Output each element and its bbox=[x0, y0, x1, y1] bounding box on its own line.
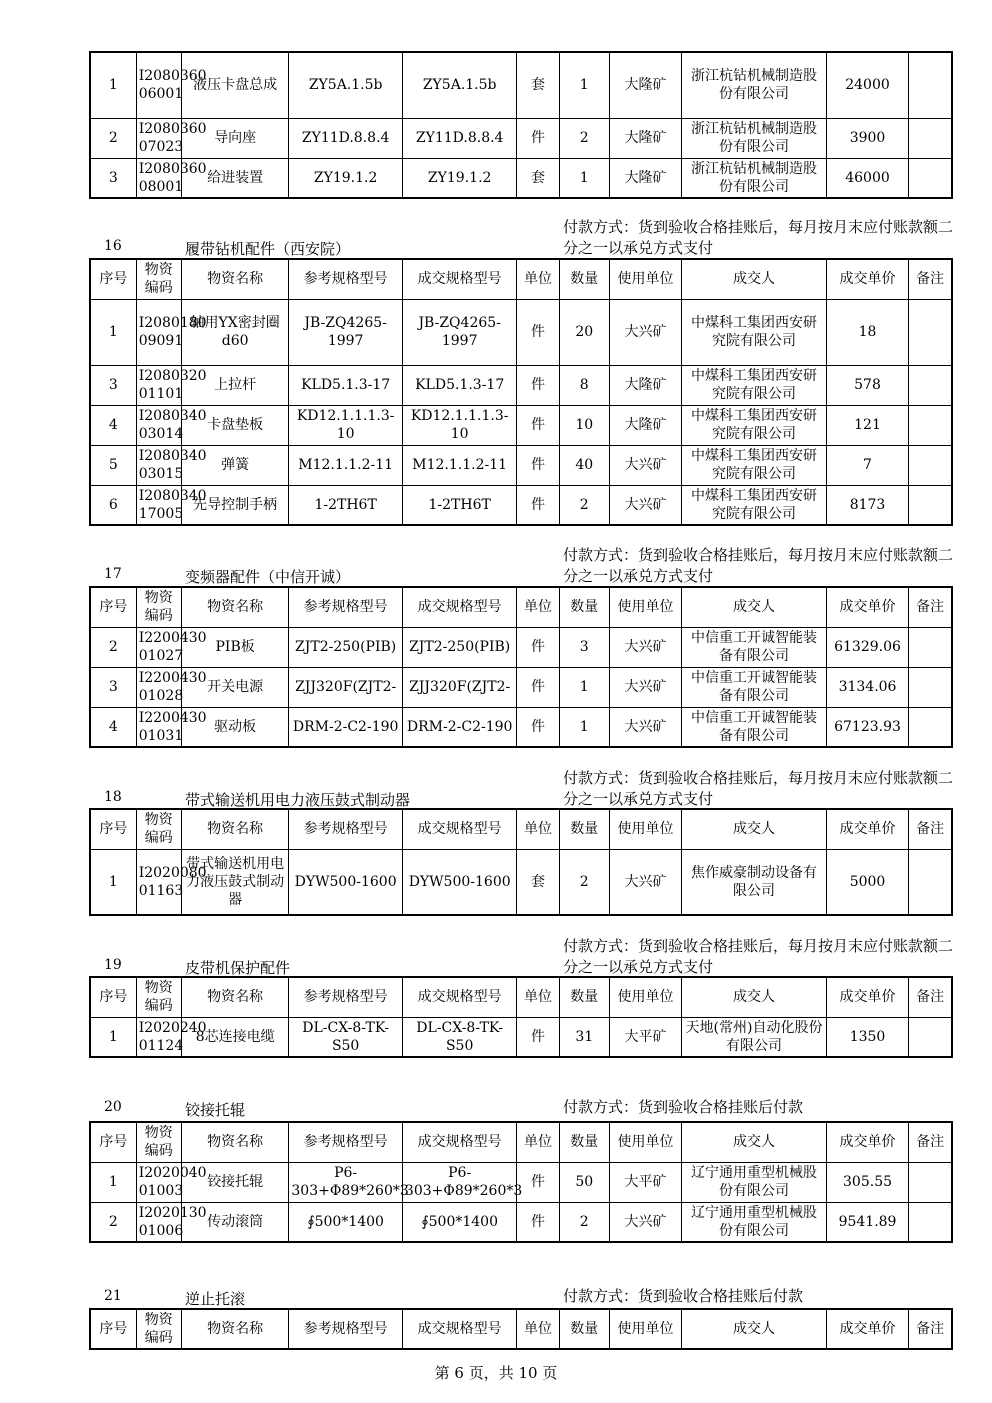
cell-seq: 1 bbox=[90, 849, 136, 915]
cell-ref-spec: DL-CX-8-TK-S50 bbox=[289, 1017, 403, 1057]
payment-terms: 付款方式：货到验收合格挂账后，每月按月末应付账款额二分之一以承兑方式支付 bbox=[563, 937, 954, 976]
page-footer: 第 6 页，共 10 页 bbox=[434, 1364, 558, 1382]
items-table bbox=[89, 51, 953, 199]
header-unit-price: 成交单价 bbox=[826, 1309, 908, 1349]
cell-material-name: 带式输送机用电力液压鼓式制动器 bbox=[181, 849, 288, 915]
cell-ref-spec: DRM-2-C2-190 bbox=[289, 707, 403, 747]
payment-terms: 付款方式：货到验收合格挂账后，每月按月末应付账款额二分之一以承兑方式支付 bbox=[563, 546, 954, 585]
header-ref-spec: 参考规格型号 bbox=[289, 809, 403, 849]
section-title: 变频器配件（中信开诚） bbox=[185, 568, 351, 586]
cell-vendor: 浙江杭钻机械制造股份有限公司 bbox=[682, 158, 827, 198]
cell-quantity: 31 bbox=[559, 1017, 609, 1057]
cell-quantity: 1 bbox=[559, 158, 609, 198]
cell-unit: 件 bbox=[517, 667, 559, 707]
header-vendor: 成交人 bbox=[682, 809, 827, 849]
table-header-row bbox=[90, 1309, 952, 1349]
cell-quantity: 20 bbox=[559, 299, 609, 365]
cell-unit: 件 bbox=[517, 627, 559, 667]
header-material-code: 物资编码 bbox=[136, 1122, 181, 1162]
cell-user-unit: 大兴矿 bbox=[609, 299, 681, 365]
cell-unit: 件 bbox=[517, 485, 559, 525]
cell-material-name: 传动滚筒 bbox=[181, 1202, 288, 1242]
cell-unit-price: 7 bbox=[826, 445, 908, 485]
cell-user-unit: 大隆矿 bbox=[609, 405, 681, 445]
cell-material-name: 导向座 bbox=[181, 118, 288, 158]
cell-deal-spec: ZY11D.8.8.4 bbox=[402, 118, 517, 158]
cell-remark bbox=[909, 118, 952, 158]
header-seq: 序号 bbox=[90, 587, 136, 627]
cell-remark bbox=[909, 445, 952, 485]
header-seq: 序号 bbox=[90, 977, 136, 1017]
cell-user-unit: 大兴矿 bbox=[609, 627, 681, 667]
header-ref-spec: 参考规格型号 bbox=[289, 1309, 403, 1349]
header-material-code: 物资编码 bbox=[136, 1309, 181, 1349]
cell-ref-spec: 1-2TH6T bbox=[289, 485, 403, 525]
cell-vendor: 中信重工开诚智能装备有限公司 bbox=[682, 667, 827, 707]
cell-user-unit: 大兴矿 bbox=[609, 485, 681, 525]
cell-unit: 件 bbox=[517, 1162, 559, 1202]
cell-vendor: 中信重工开诚智能装备有限公司 bbox=[682, 707, 827, 747]
cell-remark bbox=[909, 365, 952, 405]
cell-material-code: I2080180 09091 bbox=[136, 299, 181, 365]
cell-material-name: 先导控制手柄 bbox=[181, 485, 288, 525]
cell-seq: 2 bbox=[90, 627, 136, 667]
header-remark: 备注 bbox=[909, 259, 952, 299]
cell-material-name: 弹簧 bbox=[181, 445, 288, 485]
header-remark: 备注 bbox=[909, 977, 952, 1017]
cell-material-code: I2080340 17005 bbox=[136, 485, 181, 525]
cell-user-unit: 大隆矿 bbox=[609, 158, 681, 198]
cell-remark bbox=[909, 667, 952, 707]
payment-terms: 付款方式：货到验收合格挂账后，每月按月末应付账款额二分之一以承兑方式支付 bbox=[563, 218, 954, 257]
header-remark: 备注 bbox=[909, 1122, 952, 1162]
section-title: 皮带机保护配件 bbox=[185, 959, 291, 977]
cell-ref-spec: ZJT2-250(PIB) bbox=[289, 627, 403, 667]
cell-material-name: 轴用YX密封圈d60 bbox=[181, 299, 288, 365]
cell-unit-price: 9541.89 bbox=[826, 1202, 908, 1242]
table-row bbox=[90, 485, 952, 525]
section-number: 16 bbox=[104, 238, 122, 254]
payment-terms: 付款方式：货到验收合格挂账后付款 bbox=[563, 1287, 804, 1305]
header-vendor: 成交人 bbox=[682, 259, 827, 299]
section-number: 21 bbox=[104, 1288, 122, 1304]
cell-material-name: 卡盘垫板 bbox=[181, 405, 288, 445]
header-deal-spec: 成交规格型号 bbox=[402, 587, 517, 627]
cell-quantity: 2 bbox=[559, 849, 609, 915]
header-deal-spec: 成交规格型号 bbox=[402, 809, 517, 849]
table-header-row bbox=[90, 259, 952, 299]
cell-remark bbox=[909, 627, 952, 667]
header-unit: 单位 bbox=[517, 1309, 559, 1349]
cell-unit: 套 bbox=[517, 849, 559, 915]
cell-deal-spec: KD12.1.1.1.3-10 bbox=[402, 405, 517, 445]
cell-deal-spec: ZJJ320F(ZJT2- bbox=[402, 667, 517, 707]
header-user-unit: 使用单位 bbox=[609, 977, 681, 1017]
table-row bbox=[90, 158, 952, 198]
table-header-row bbox=[90, 587, 952, 627]
table-row bbox=[90, 365, 952, 405]
cell-unit-price: 61329.06 bbox=[826, 627, 908, 667]
cell-quantity: 2 bbox=[559, 118, 609, 158]
header-vendor: 成交人 bbox=[682, 1122, 827, 1162]
header-vendor: 成交人 bbox=[682, 1309, 827, 1349]
cell-user-unit: 大兴矿 bbox=[609, 667, 681, 707]
header-quantity: 数量 bbox=[559, 1309, 609, 1349]
cell-material-name: 铰接托辊 bbox=[181, 1162, 288, 1202]
table-row bbox=[90, 52, 952, 118]
header-material-name: 物资名称 bbox=[181, 977, 288, 1017]
table-row bbox=[90, 627, 952, 667]
header-material-code: 物资编码 bbox=[136, 809, 181, 849]
cell-deal-spec: 1-2TH6T bbox=[402, 485, 517, 525]
cell-ref-spec: ZY5A.1.5b bbox=[289, 52, 403, 118]
header-deal-spec: 成交规格型号 bbox=[402, 977, 517, 1017]
cell-ref-spec: JB-ZQ4265-1997 bbox=[289, 299, 403, 365]
table-row bbox=[90, 118, 952, 158]
cell-quantity: 40 bbox=[559, 445, 609, 485]
header-seq: 序号 bbox=[90, 809, 136, 849]
cell-user-unit: 大平矿 bbox=[609, 1162, 681, 1202]
header-ref-spec: 参考规格型号 bbox=[289, 1122, 403, 1162]
cell-quantity: 1 bbox=[559, 52, 609, 118]
cell-quantity: 1 bbox=[559, 707, 609, 747]
header-ref-spec: 参考规格型号 bbox=[289, 259, 403, 299]
header-vendor: 成交人 bbox=[682, 587, 827, 627]
cell-user-unit: 大隆矿 bbox=[609, 365, 681, 405]
cell-deal-spec: M12.1.1.2-11 bbox=[402, 445, 517, 485]
cell-unit: 件 bbox=[517, 1017, 559, 1057]
cell-unit: 件 bbox=[517, 707, 559, 747]
cell-user-unit: 大兴矿 bbox=[609, 849, 681, 915]
cell-seq: 1 bbox=[90, 52, 136, 118]
cell-quantity: 2 bbox=[559, 485, 609, 525]
cell-material-code: I2020130 01006 bbox=[136, 1202, 181, 1242]
cell-deal-spec: DRM-2-C2-190 bbox=[402, 707, 517, 747]
header-material-name: 物资名称 bbox=[181, 1309, 288, 1349]
cell-seq: 1 bbox=[90, 1017, 136, 1057]
cell-vendor: 天地(常州)自动化股份有限公司 bbox=[682, 1017, 827, 1057]
header-material-code: 物资编码 bbox=[136, 977, 181, 1017]
cell-vendor: 中煤科工集团西安研究院有限公司 bbox=[682, 485, 827, 525]
cell-material-name: 开关电源 bbox=[181, 667, 288, 707]
cell-quantity: 2 bbox=[559, 1202, 609, 1242]
cell-material-code: I2020240 01124 bbox=[136, 1017, 181, 1057]
cell-ref-spec: DYW500-1600 bbox=[289, 849, 403, 915]
cell-seq: 5 bbox=[90, 445, 136, 485]
cell-vendor: 焦作威豪制动设备有限公司 bbox=[682, 849, 827, 915]
cell-material-name: 液压卡盘总成 bbox=[181, 52, 288, 118]
items-table bbox=[89, 1121, 953, 1243]
cell-vendor: 浙江杭钻机械制造股份有限公司 bbox=[682, 52, 827, 118]
header-unit-price: 成交单价 bbox=[826, 977, 908, 1017]
table-row bbox=[90, 707, 952, 747]
cell-unit: 件 bbox=[517, 405, 559, 445]
cell-deal-spec: P6-303+Φ89*260*3 bbox=[402, 1162, 517, 1202]
cell-unit-price: 305.55 bbox=[826, 1162, 908, 1202]
cell-unit-price: 1350 bbox=[826, 1017, 908, 1057]
header-unit: 单位 bbox=[517, 809, 559, 849]
header-unit-price: 成交单价 bbox=[826, 809, 908, 849]
cell-material-code: I2200430 01027 bbox=[136, 627, 181, 667]
cell-unit-price: 46000 bbox=[826, 158, 908, 198]
cell-material-code: I2020040 01003 bbox=[136, 1162, 181, 1202]
cell-unit: 件 bbox=[517, 299, 559, 365]
cell-ref-spec: M12.1.1.2-11 bbox=[289, 445, 403, 485]
cell-ref-spec: ZY11D.8.8.4 bbox=[289, 118, 403, 158]
header-seq: 序号 bbox=[90, 1122, 136, 1162]
header-seq: 序号 bbox=[90, 1309, 136, 1349]
items-table bbox=[89, 976, 953, 1058]
cell-remark bbox=[909, 405, 952, 445]
header-ref-spec: 参考规格型号 bbox=[289, 587, 403, 627]
cell-material-code: I2200430 01028 bbox=[136, 667, 181, 707]
cell-ref-spec: KD12.1.1.1.3-10 bbox=[289, 405, 403, 445]
cell-quantity: 10 bbox=[559, 405, 609, 445]
cell-deal-spec: ∮500*1400 bbox=[402, 1202, 517, 1242]
cell-material-code: I2080360 07023 bbox=[136, 118, 181, 158]
header-quantity: 数量 bbox=[559, 587, 609, 627]
cell-deal-spec: KLD5.1.3-17 bbox=[402, 365, 517, 405]
header-remark: 备注 bbox=[909, 587, 952, 627]
cell-remark bbox=[909, 849, 952, 915]
header-material-name: 物资名称 bbox=[181, 809, 288, 849]
header-unit: 单位 bbox=[517, 1122, 559, 1162]
header-quantity: 数量 bbox=[559, 977, 609, 1017]
cell-remark bbox=[909, 707, 952, 747]
cell-seq: 2 bbox=[90, 1202, 136, 1242]
cell-remark bbox=[909, 485, 952, 525]
cell-seq: 3 bbox=[90, 365, 136, 405]
cell-unit-price: 578 bbox=[826, 365, 908, 405]
payment-terms: 付款方式：货到验收合格挂账后付款 bbox=[563, 1098, 804, 1116]
cell-unit-price: 18 bbox=[826, 299, 908, 365]
cell-user-unit: 大隆矿 bbox=[609, 118, 681, 158]
cell-ref-spec: P6-303+Φ89*260*3 bbox=[289, 1162, 403, 1202]
cell-seq: 6 bbox=[90, 485, 136, 525]
items-table bbox=[89, 1308, 953, 1350]
cell-unit-price: 5000 bbox=[826, 849, 908, 915]
cell-vendor: 中煤科工集团西安研究院有限公司 bbox=[682, 445, 827, 485]
cell-material-code: I2200430 01031 bbox=[136, 707, 181, 747]
table-row bbox=[90, 849, 952, 915]
table-row bbox=[90, 1017, 952, 1057]
cell-ref-spec: ZJJ320F(ZJT2- bbox=[289, 667, 403, 707]
table-row bbox=[90, 445, 952, 485]
table-row bbox=[90, 1162, 952, 1202]
section-title: 带式输送机用电力液压鼓式制动器 bbox=[185, 791, 411, 809]
header-user-unit: 使用单位 bbox=[609, 587, 681, 627]
header-unit: 单位 bbox=[517, 259, 559, 299]
cell-quantity: 3 bbox=[559, 627, 609, 667]
cell-unit-price: 8173 bbox=[826, 485, 908, 525]
header-user-unit: 使用单位 bbox=[609, 259, 681, 299]
cell-material-code: I2080320 01101 bbox=[136, 365, 181, 405]
cell-material-name: 给进装置 bbox=[181, 158, 288, 198]
cell-unit: 件 bbox=[517, 118, 559, 158]
cell-user-unit: 大兴矿 bbox=[609, 445, 681, 485]
cell-ref-spec: ∮500*1400 bbox=[289, 1202, 403, 1242]
header-unit: 单位 bbox=[517, 977, 559, 1017]
cell-material-name: PIB板 bbox=[181, 627, 288, 667]
cell-remark bbox=[909, 299, 952, 365]
header-user-unit: 使用单位 bbox=[609, 809, 681, 849]
header-material-name: 物资名称 bbox=[181, 1122, 288, 1162]
table-row bbox=[90, 667, 952, 707]
table-row bbox=[90, 405, 952, 445]
cell-unit-price: 3900 bbox=[826, 118, 908, 158]
header-material-code: 物资编码 bbox=[136, 259, 181, 299]
header-unit: 单位 bbox=[517, 587, 559, 627]
cell-seq: 4 bbox=[90, 405, 136, 445]
cell-vendor: 中煤科工集团西安研究院有限公司 bbox=[682, 405, 827, 445]
cell-seq: 3 bbox=[90, 667, 136, 707]
cell-vendor: 中煤科工集团西安研究院有限公司 bbox=[682, 299, 827, 365]
header-unit-price: 成交单价 bbox=[826, 1122, 908, 1162]
cell-seq: 4 bbox=[90, 707, 136, 747]
cell-unit-price: 3134.06 bbox=[826, 667, 908, 707]
header-quantity: 数量 bbox=[559, 1122, 609, 1162]
cell-vendor: 浙江杭钻机械制造股份有限公司 bbox=[682, 118, 827, 158]
cell-material-name: 上拉杆 bbox=[181, 365, 288, 405]
header-material-name: 物资名称 bbox=[181, 259, 288, 299]
cell-unit-price: 121 bbox=[826, 405, 908, 445]
section-number: 20 bbox=[104, 1099, 122, 1115]
table-header-row bbox=[90, 977, 952, 1017]
cell-unit: 件 bbox=[517, 445, 559, 485]
cell-user-unit: 大隆矿 bbox=[609, 52, 681, 118]
cell-vendor: 辽宁通用重型机械股份有限公司 bbox=[682, 1202, 827, 1242]
cell-deal-spec: ZY19.1.2 bbox=[402, 158, 517, 198]
header-material-name: 物资名称 bbox=[181, 587, 288, 627]
items-table bbox=[89, 586, 953, 748]
cell-quantity: 8 bbox=[559, 365, 609, 405]
header-quantity: 数量 bbox=[559, 809, 609, 849]
cell-ref-spec: KLD5.1.3-17 bbox=[289, 365, 403, 405]
cell-user-unit: 大平矿 bbox=[609, 1017, 681, 1057]
header-remark: 备注 bbox=[909, 1309, 952, 1349]
section-title: 履带钻机配件（西安院） bbox=[185, 240, 351, 258]
header-deal-spec: 成交规格型号 bbox=[402, 1309, 517, 1349]
cell-unit-price: 67123.93 bbox=[826, 707, 908, 747]
header-unit-price: 成交单价 bbox=[826, 259, 908, 299]
cell-remark bbox=[909, 1162, 952, 1202]
cell-material-name: 8芯连接电缆 bbox=[181, 1017, 288, 1057]
cell-deal-spec: ZJT2-250(PIB) bbox=[402, 627, 517, 667]
header-user-unit: 使用单位 bbox=[609, 1309, 681, 1349]
section-title: 铰接托辊 bbox=[185, 1101, 246, 1119]
section-number: 17 bbox=[104, 566, 122, 582]
cell-vendor: 中煤科工集团西安研究院有限公司 bbox=[682, 365, 827, 405]
cell-seq: 3 bbox=[90, 158, 136, 198]
cell-material-code: I2080360 08001 bbox=[136, 158, 181, 198]
header-quantity: 数量 bbox=[559, 259, 609, 299]
cell-unit: 套 bbox=[517, 158, 559, 198]
cell-vendor: 中信重工开诚智能装备有限公司 bbox=[682, 627, 827, 667]
table-row bbox=[90, 299, 952, 365]
cell-remark bbox=[909, 158, 952, 198]
header-remark: 备注 bbox=[909, 809, 952, 849]
table-header-row bbox=[90, 809, 952, 849]
cell-material-code: I2080340 03014 bbox=[136, 405, 181, 445]
header-material-code: 物资编码 bbox=[136, 587, 181, 627]
cell-ref-spec: ZY19.1.2 bbox=[289, 158, 403, 198]
header-unit-price: 成交单价 bbox=[826, 587, 908, 627]
cell-material-code: I2020080 01163 bbox=[136, 849, 181, 915]
header-vendor: 成交人 bbox=[682, 977, 827, 1017]
payment-terms: 付款方式：货到验收合格挂账后，每月按月末应付账款额二分之一以承兑方式支付 bbox=[563, 769, 954, 808]
items-table bbox=[89, 808, 953, 916]
cell-deal-spec: DL-CX-8-TK-S50 bbox=[402, 1017, 517, 1057]
cell-user-unit: 大兴矿 bbox=[609, 1202, 681, 1242]
header-seq: 序号 bbox=[90, 259, 136, 299]
cell-unit-price: 24000 bbox=[826, 52, 908, 118]
cell-seq: 2 bbox=[90, 118, 136, 158]
cell-deal-spec: JB-ZQ4265-1997 bbox=[402, 299, 517, 365]
cell-unit: 件 bbox=[517, 1202, 559, 1242]
items-table bbox=[89, 258, 953, 526]
table-row bbox=[90, 1202, 952, 1242]
cell-seq: 1 bbox=[90, 1162, 136, 1202]
cell-user-unit: 大兴矿 bbox=[609, 707, 681, 747]
header-deal-spec: 成交规格型号 bbox=[402, 1122, 517, 1162]
cell-deal-spec: ZY5A.1.5b bbox=[402, 52, 517, 118]
cell-remark bbox=[909, 1202, 952, 1242]
cell-quantity: 50 bbox=[559, 1162, 609, 1202]
cell-quantity: 1 bbox=[559, 667, 609, 707]
section-title: 逆止托滚 bbox=[185, 1290, 246, 1308]
cell-unit: 件 bbox=[517, 365, 559, 405]
cell-vendor: 辽宁通用重型机械股份有限公司 bbox=[682, 1162, 827, 1202]
cell-unit: 套 bbox=[517, 52, 559, 118]
cell-remark bbox=[909, 1017, 952, 1057]
section-number: 18 bbox=[104, 789, 122, 805]
section-number: 19 bbox=[104, 957, 122, 973]
header-deal-spec: 成交规格型号 bbox=[402, 259, 517, 299]
cell-seq: 1 bbox=[90, 299, 136, 365]
table-header-row bbox=[90, 1122, 952, 1162]
header-ref-spec: 参考规格型号 bbox=[289, 977, 403, 1017]
cell-material-code: I2080360 06001 bbox=[136, 52, 181, 118]
header-user-unit: 使用单位 bbox=[609, 1122, 681, 1162]
cell-deal-spec: DYW500-1600 bbox=[402, 849, 517, 915]
cell-remark bbox=[909, 52, 952, 118]
cell-material-code: I2080340 03015 bbox=[136, 445, 181, 485]
cell-material-name: 驱动板 bbox=[181, 707, 288, 747]
